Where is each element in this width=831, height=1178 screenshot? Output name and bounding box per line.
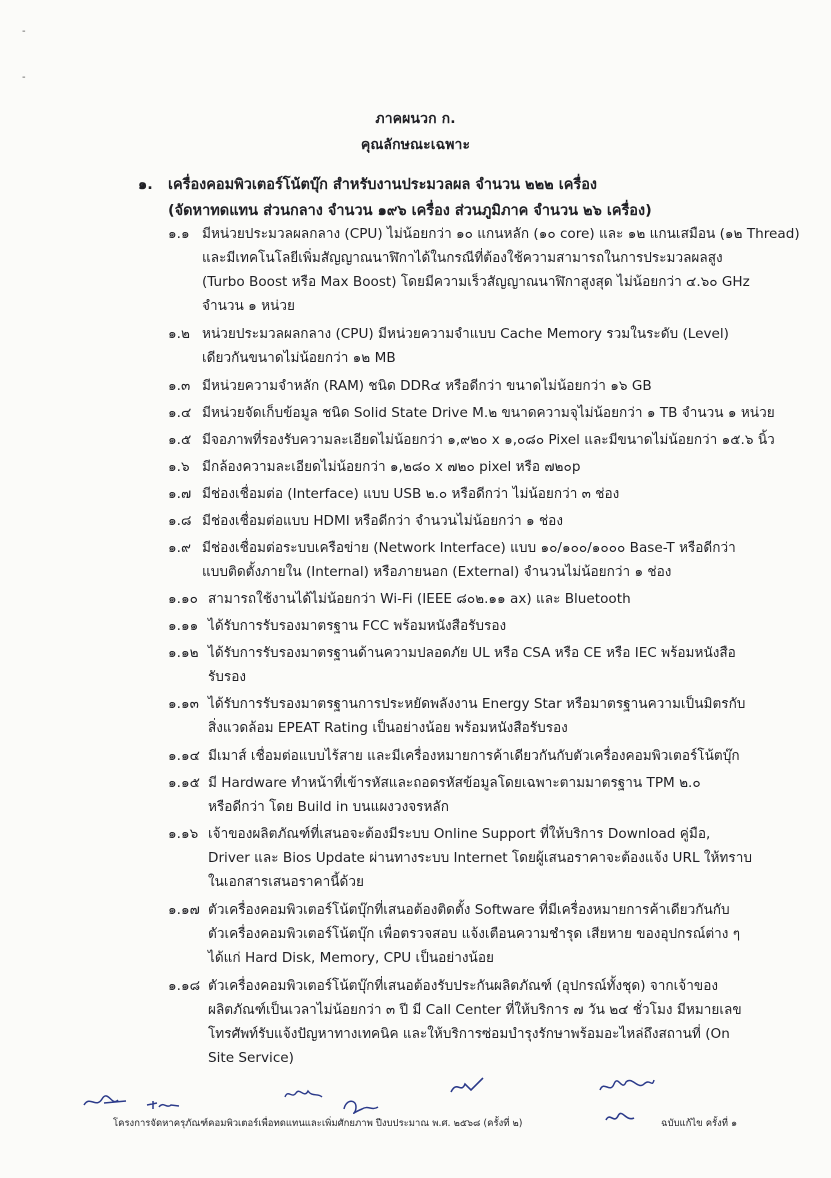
appendix-title: ภาคผนวก ก. xyxy=(375,111,456,127)
spec-item-line: มีเมาส์ เชื่อมต่อแบบไร้สาย และมีเครื่องหมายการค้าเดียวกันกับตัวเครื่องคอมพิวเตอร์โน้ตบุ๊ก xyxy=(208,747,740,764)
signature-1 xyxy=(82,1091,142,1113)
spec-item-number: ๑.๒ xyxy=(168,326,190,343)
spec-item-text xyxy=(208,692,768,740)
signature-3 xyxy=(282,1085,332,1105)
spec-item-line: มีช่องเชื่อมต่อระบบเครือข่าย (Network Interface) แบบ ๑๐/๑๐๐/๑๐๐๐ Base-T หรือดีกว่า xyxy=(202,539,736,556)
spec-item-text xyxy=(202,509,768,533)
spec-item-line: และมีเทคโนโลยีเพิ่มสัญญาณนาฬิกาได้ในกรณีที่ต้องใช้ความสามารถในการประมวลผลสูง xyxy=(202,250,723,266)
footer-project: โครงการจัดหาครุภัณฑ์คอมพิวเตอร์เพื่อทดแทนและเพิ่มศักยภาพ ปีงบประมาณ พ.ศ. ๒๕๖๘ (ครั้งที่ ๒) xyxy=(113,1118,523,1129)
spec-item-number: ๑.๘ xyxy=(168,512,192,529)
spec-item-text xyxy=(208,587,768,611)
spec-item-line: สามารถใช้งานได้ไม่น้อยกว่า Wi-Fi (IEEE ๘๐๒.๑๑ ax) และ Bluetooth xyxy=(208,591,631,607)
spec-item xyxy=(168,401,775,425)
spec-item-number: ๑.๑ xyxy=(168,226,190,242)
spec-item-line: ได้รับการรับรองมาตรฐานการประหยัดพลังงาน Energy Star หรือมาตรฐานความเป็นมิตรกับ xyxy=(208,696,746,713)
signature-5 xyxy=(447,1074,487,1098)
spec-item xyxy=(168,898,768,970)
spec-item xyxy=(168,222,800,318)
spec-item-line: ได้รับการรับรองมาตรฐานด้านความปลอดภัย UL หรือ CSA หรือ CE หรือ IEC พร้อมหนังสือ xyxy=(208,645,736,661)
spec-item-line: (Turbo Boost หรือ Max Boost) โดยมีความเร็วสัญญาณนาฬิกาสูงสุด ไม่น้อยกว่า ๔.๖๐ GHz xyxy=(202,274,750,290)
spec-item xyxy=(168,692,768,740)
spec-item-number: ๑.๖ xyxy=(168,458,190,475)
spec-item xyxy=(168,322,768,370)
spec-item-number: ๑.๑๖ xyxy=(168,826,199,843)
spec-item-number: ๑.๑๗ xyxy=(168,902,200,918)
spec-item xyxy=(168,641,768,689)
spec-item-line: Site Service) xyxy=(208,1049,294,1066)
section-heading xyxy=(138,173,798,196)
spec-item xyxy=(168,482,768,506)
spec-item-number: ๑.๔ xyxy=(168,404,192,421)
spec-item xyxy=(168,744,768,768)
spec-item xyxy=(168,974,768,1070)
spec-item-text xyxy=(202,536,768,584)
spec-item-line: Driver และ Bios Update ผ่านทางระบบ Internet โดยผู้เสนอราคาจะต้องแจ้ง URL ให้ทราบ xyxy=(208,850,752,867)
spec-item-line: สิ่งแวดล้อม EPEAT Rating เป็นอย่างน้อย พร้อมหนังสือรับรอง xyxy=(208,720,568,737)
spec-item-line: ในเอกสารเสนอราคานี้ด้วย xyxy=(208,874,364,891)
spec-item-line: ได้รับการรับรองมาตรฐาน FCC พร้อมหนังสือรับรอง xyxy=(208,618,507,634)
spec-item-text xyxy=(202,322,768,370)
spec-item-number: ๑.๑๕ xyxy=(168,774,200,791)
spec-item xyxy=(168,428,775,452)
spec-item-line: รับรอง xyxy=(208,669,247,685)
spec-item-line: เดียวกันขนาดไม่น้อยกว่า ๑๒ MB xyxy=(202,350,396,367)
spec-item-text xyxy=(208,822,768,894)
spec-item xyxy=(168,587,768,611)
spec-item-text xyxy=(202,455,768,479)
spec-title: คุณลักษณะเฉพาะ xyxy=(360,137,471,153)
spec-item-text xyxy=(202,222,800,318)
spec-item-text xyxy=(208,771,768,819)
spec-item-text xyxy=(208,974,768,1070)
spec-item-line: มีช่องเชื่อมต่อแบบ HDMI หรือดีกว่า จำนวนไม่น้อยกว่า ๑ ช่อง xyxy=(202,512,563,529)
spec-item-line: เจ้าของผลิตภัณฑ์ที่เสนอจะต้องมีระบบ Online Support ที่ให้บริการ Download คู่มือ, xyxy=(208,826,711,843)
spec-item-number: ๑.๑๑ xyxy=(168,618,199,634)
spec-item-line: ตัวเครื่องคอมพิวเตอร์โน้ตบุ๊กที่เสนอต้องรับประกันผลิตภัณฑ์ (อุปกรณ์ทั้งชุด) จากเจ้าของ xyxy=(208,977,718,994)
spec-item-line: มีหน่วยประมวลผลกลาง (CPU) ไม่น้อยกว่า ๑๐ แกนหลัก (๑๐ core) และ ๑๒ แกนเสมือน (๑๒ Thread) xyxy=(202,226,800,242)
spec-item-number: ๑.๑๒ xyxy=(168,645,199,661)
footer xyxy=(113,1116,773,1131)
spec-item-text xyxy=(208,641,768,689)
spec-item-number: ๑.๑๘ xyxy=(168,977,201,994)
spec-item-line: มีช่องเชื่อมต่อ (Interface) แบบ USB ๒.๐ หรือดีกว่า ไม่น้อยกว่า ๓ ช่อง xyxy=(202,485,620,502)
spec-item-line: มีหน่วยความจำหลัก (RAM) ชนิด DDR๔ หรือดีกว่า ขนาดไม่น้อยกว่า ๑๖ GB xyxy=(202,377,652,394)
footer-revision: ฉบับแก้ไข ครั้งที่ ๑ xyxy=(661,1118,738,1129)
scan-artifact: - xyxy=(22,72,26,83)
spec-item-number: ๑.๕ xyxy=(168,431,192,448)
spec-item-line: หน่วยประมวลผลกลาง (CPU) มีหน่วยความจำแบบ Cache Memory รวมในระดับ (Level) xyxy=(202,326,729,343)
spec-item-text xyxy=(208,898,768,970)
spec-item-line: มีจอภาพที่รองรับความละเอียดไม่น้อยกว่า ๑,๙๒๐ x ๑,๐๘๐ Pixel และมีขนาดไม่น้อยกว่า ๑๕.๖ นิ้ว xyxy=(202,431,775,448)
spec-item-line: มีหน่วยจัดเก็บข้อมูล ชนิด Solid State Drive M.๒ ขนาดความจุไม่น้อยกว่า ๑ TB จำนวน ๑ หน่วย xyxy=(202,404,775,421)
spec-item-line: ตัวเครื่องคอมพิวเตอร์โน้ตบุ๊กที่เสนอต้องติดตั้ง Software ที่มีเครื่องหมายการค้าเดียวกันกับ xyxy=(208,902,730,918)
section-heading-text: เครื่องคอมพิวเตอร์โน้ตบุ๊ก สำหรับงานประมวลผล จำนวน ๒๒๒ เครื่อง xyxy=(168,177,597,193)
spec-item-text xyxy=(208,614,768,638)
spec-item xyxy=(168,455,768,479)
spec-item-number: ๑.๙ xyxy=(168,539,191,556)
spec-item-line: โทรศัพท์รับแจ้งปัญหาทางเทคนิค และให้บริการซ่อมบำรุงรักษาพร้อมอะไหล่ถึงสถานที่ (On xyxy=(208,1025,730,1042)
spec-item-number: ๑.๑๔ xyxy=(168,747,200,764)
signature-2 xyxy=(145,1097,185,1113)
spec-item-line: หรือดีกว่า โดย Build in บนแผงวงจรหลัก xyxy=(208,798,449,815)
section-number: ๑. xyxy=(138,177,153,193)
spec-item-line: ตัวเครื่องคอมพิวเตอร์โน้ตบุ๊ก เพื่อตรวจสอบ แจ้งเตือนความชำรุด เสียหาย ของอุปกรณ์ต่าง ๆ xyxy=(208,926,741,942)
spec-item-line: แบบติดตั้งภายใน (Internal) หรือภายนอก (External) จำนวนไม่น้อยกว่า ๑ ช่อง xyxy=(202,563,672,580)
spec-item-line: จำนวน ๑ หน่วย xyxy=(202,298,295,314)
spec-item-line: มี Hardware ทำหน้าที่เข้ารหัสและถอดรหัสข้อมูลโดยเฉพาะตามมาตรฐาน TPM ๒.๐ xyxy=(208,774,701,791)
spec-item xyxy=(168,509,768,533)
section-subheading: (จัดหาทดแทน ส่วนกลาง จำนวน ๑๙๖ เครื่อง ส่วนภูมิภาค จำนวน ๒๖ เครื่อง) xyxy=(168,203,652,219)
spec-item-text xyxy=(202,374,768,398)
spec-item-line: ผลิตภัณฑ์เป็นเวลาไม่น้อยกว่า ๓ ปี มี Call Center ที่ให้บริการ ๗ วัน ๒๔ ชั่วโมง มีหมายเลข xyxy=(208,1001,742,1018)
spec-item-number: ๑.๓ xyxy=(168,377,191,394)
spec-item xyxy=(168,614,768,638)
spec-item-text xyxy=(202,401,775,425)
spec-item-number: ๑.๗ xyxy=(168,485,192,502)
spec-item-line: มีกล้องความละเอียดไม่น้อยกว่า ๑,๒๘๐ x ๗๒๐ pixel หรือ ๗๒๐p xyxy=(202,458,581,475)
spec-item-line: ได้แก่ Hard Disk, Memory, CPU เป็นอย่างน้อย xyxy=(208,950,494,966)
spec-item xyxy=(168,374,768,398)
signature-4 xyxy=(340,1095,390,1117)
spec-item xyxy=(168,771,768,819)
signature-6 xyxy=(596,1072,658,1100)
spec-item-text xyxy=(208,744,768,768)
spec-item-text xyxy=(202,482,768,506)
spec-item-text xyxy=(202,428,775,452)
spec-item-number: ๑.๑๓ xyxy=(168,696,199,713)
spec-item xyxy=(168,536,768,584)
spec-item-number: ๑.๑๐ xyxy=(168,591,198,607)
scan-artifact: - xyxy=(22,26,26,37)
spec-item xyxy=(168,822,768,894)
